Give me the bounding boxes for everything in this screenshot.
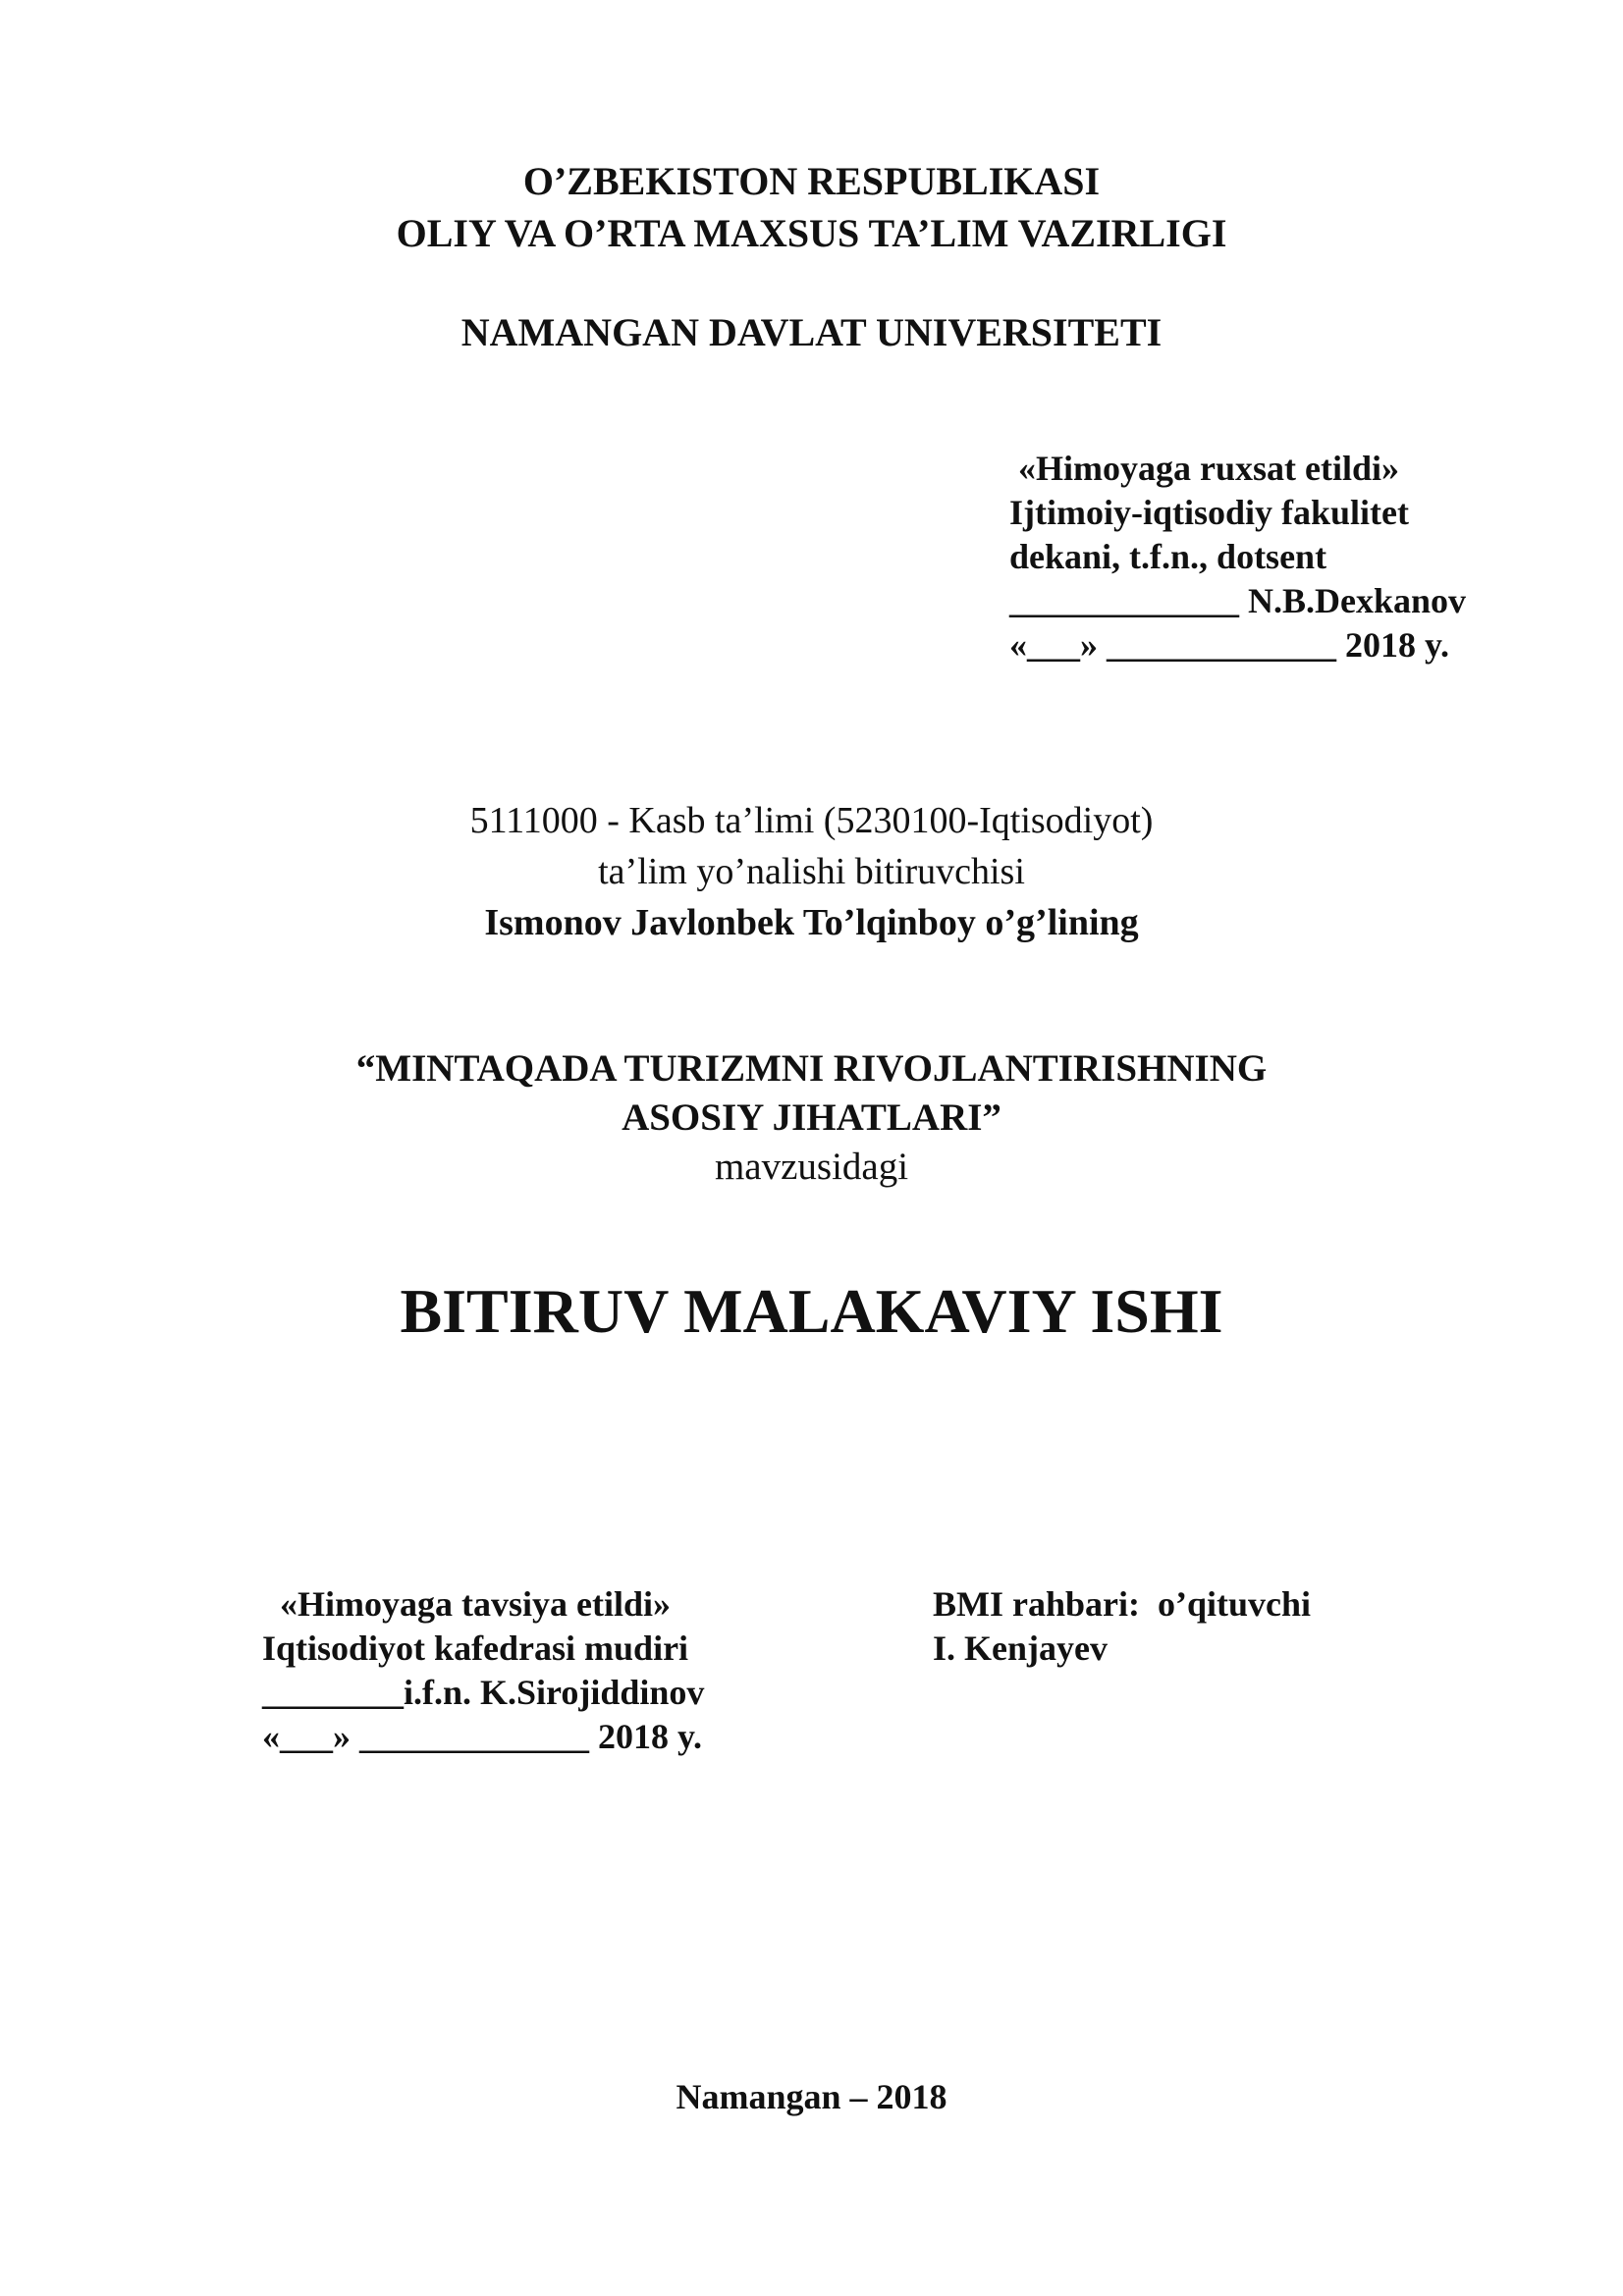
thesis-topic — [0, 1044, 1623, 1192]
work-type-title: BITIRUV MALAKAVIY ISHI — [400, 1276, 1223, 1346]
approval-title: «Himoyaga ruxsat etildi» — [1009, 449, 1399, 488]
country-name: O’ZBEKISTON RESPUBLIKASI — [522, 159, 1101, 203]
topic-line-1: “MINTAQADA TURIZMNI RIVOJLANTIRISHNING — [355, 1047, 1268, 1090]
approval-position: dekani, t.f.n., dotsent — [1009, 537, 1327, 576]
approval-faculty: Ijtimoiy-iqtisodiy fakulitet — [1009, 493, 1410, 532]
approval-signature-line: _____________ N.B.Dexkanov — [1009, 581, 1467, 620]
supervisor-block — [933, 1582, 1311, 1671]
recommendation-department: Iqtisodiyot kafedrasi mudiri — [262, 1629, 689, 1668]
approval-date-line: «___» _____________ 2018 y. — [1009, 625, 1450, 665]
supervisor-title: BMI rahbari: o’qituvchi — [933, 1584, 1312, 1624]
document-title — [0, 1272, 1623, 1351]
recommendation-signature-line: ________i.f.n. K.Sirojiddinov — [262, 1673, 705, 1712]
document-footer — [0, 2075, 1623, 2119]
student-direction: ta’lim yo’nalishi bitiruvchisi — [598, 851, 1025, 892]
document-header — [0, 155, 1623, 259]
topic-suffix: mavzusidagi — [714, 1146, 909, 1188]
student-specialty: 5111000 - Kasb ta’limi (5230100-Iqtisodiyot) — [469, 800, 1154, 841]
recommendation-date-line: «___» _____________ 2018 y. — [262, 1717, 703, 1756]
university-title: NAMANGAN DAVLAT UNIVERSITETI — [460, 310, 1163, 354]
place-year: Namangan – 2018 — [676, 2077, 947, 2116]
student-name: Ismonov Javlonbek To’lqinboy o’g’lining — [484, 902, 1139, 943]
defense-approval-block — [1009, 447, 1466, 667]
supervisor-name: I. Kenjayev — [933, 1629, 1108, 1668]
defense-recommendation-block — [262, 1582, 704, 1759]
topic-line-2: ASOSIY JIHATLARI” — [622, 1096, 1001, 1139]
university-name — [0, 306, 1623, 358]
recommendation-title: «Himoyaga tavsiya etildi» — [262, 1584, 671, 1624]
ministry-name: OLIY VA O’RTA MAXSUS TA’LIM VAZIRLIGI — [396, 211, 1227, 255]
student-info — [0, 795, 1623, 948]
